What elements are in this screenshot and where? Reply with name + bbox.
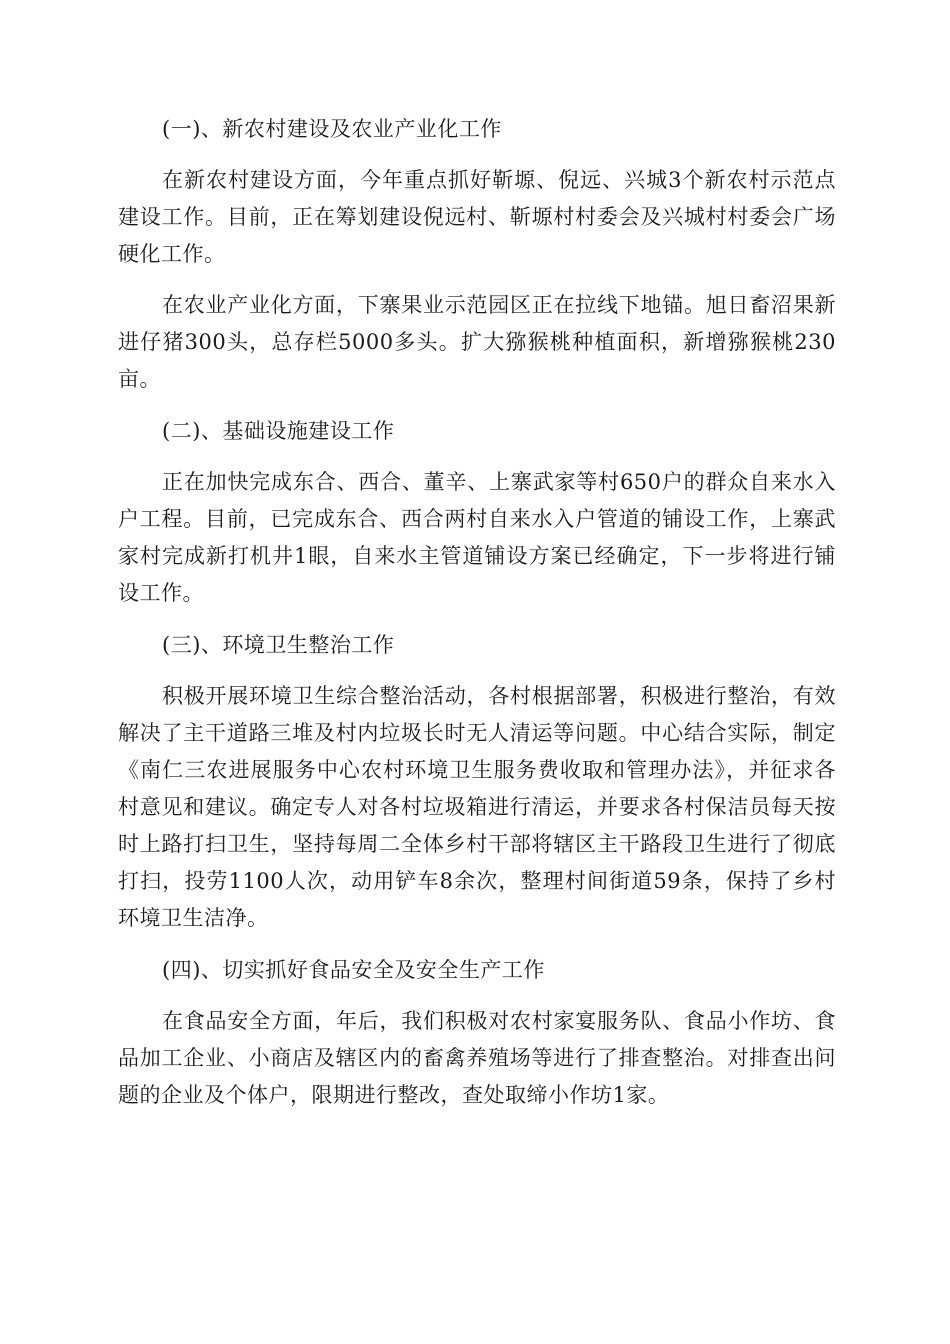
- section-heading-1: (一)、新农村建设及农业产业化工作: [162, 117, 502, 141]
- paragraph-environment: 积极开展环境卫生综合整治活动，各村根据部署，积极进行整治，有效解决了主干道路三堆及村内垃圾长时无人清运等问题。中心结合实际，制定《南仁三农进展服务中心农村环境卫生服务费收取和管理办法》，并征求各村意见和建议。确定专人对各村垃圾箱进行清运，并要求各村保洁员每天按时上路打扫卫生，坚持每周二全体乡村干部将辖区主干路段卫生进行了彻底打扫，投劳1100人次，动用铲车8余次，整理村间街道59条，保持了乡村环境卫生洁净。: [118, 684, 836, 930]
- paragraph-agri-industrialization: 在农业产业化方面，下寨果业示范园区正在拉线下地锚。旭日畜沼果新进仔猪300头，总存栏5000多头。扩大猕猴桃种植面积，新增猕猴桃230亩。: [118, 293, 836, 391]
- paragraph-food-safety: 在食品安全方面，年后，我们积极对农村家宴服务队、食品小作坊、食品加工企业、小商店及辖区内的畜禽养殖场等进行了排查整治。对排查出问题的企业及个体户，限期进行整改，查处取缔小作坊1家。: [118, 1009, 836, 1107]
- paragraph-rural-construction: 在新农村建设方面，今年重点抓好靳塬、倪远、兴城3个新农村示范点建设工作。目前，正在筹划建设倪远村、靳塬村村委会及兴城村村委会广场硬化工作。: [118, 168, 836, 266]
- section-heading-3: (三)、环境卫生整治工作: [162, 633, 395, 657]
- document-body: [118, 110, 836, 1114]
- section-heading-4: (四)、切实抓好食品安全及安全生产工作: [162, 958, 545, 982]
- paragraph-infrastructure: 正在加快完成东合、西合、董辛、上寨武家等村650户的群众自来水入户工程。目前，已完成东合、西合两村自来水入户管道的铺设工作，上寨武家村完成新打机井1眼，自来水主管道铺设方案已经确定，下一步将进行铺设工作。: [118, 470, 836, 605]
- section-heading-2: (二)、基础设施建设工作: [162, 419, 395, 443]
